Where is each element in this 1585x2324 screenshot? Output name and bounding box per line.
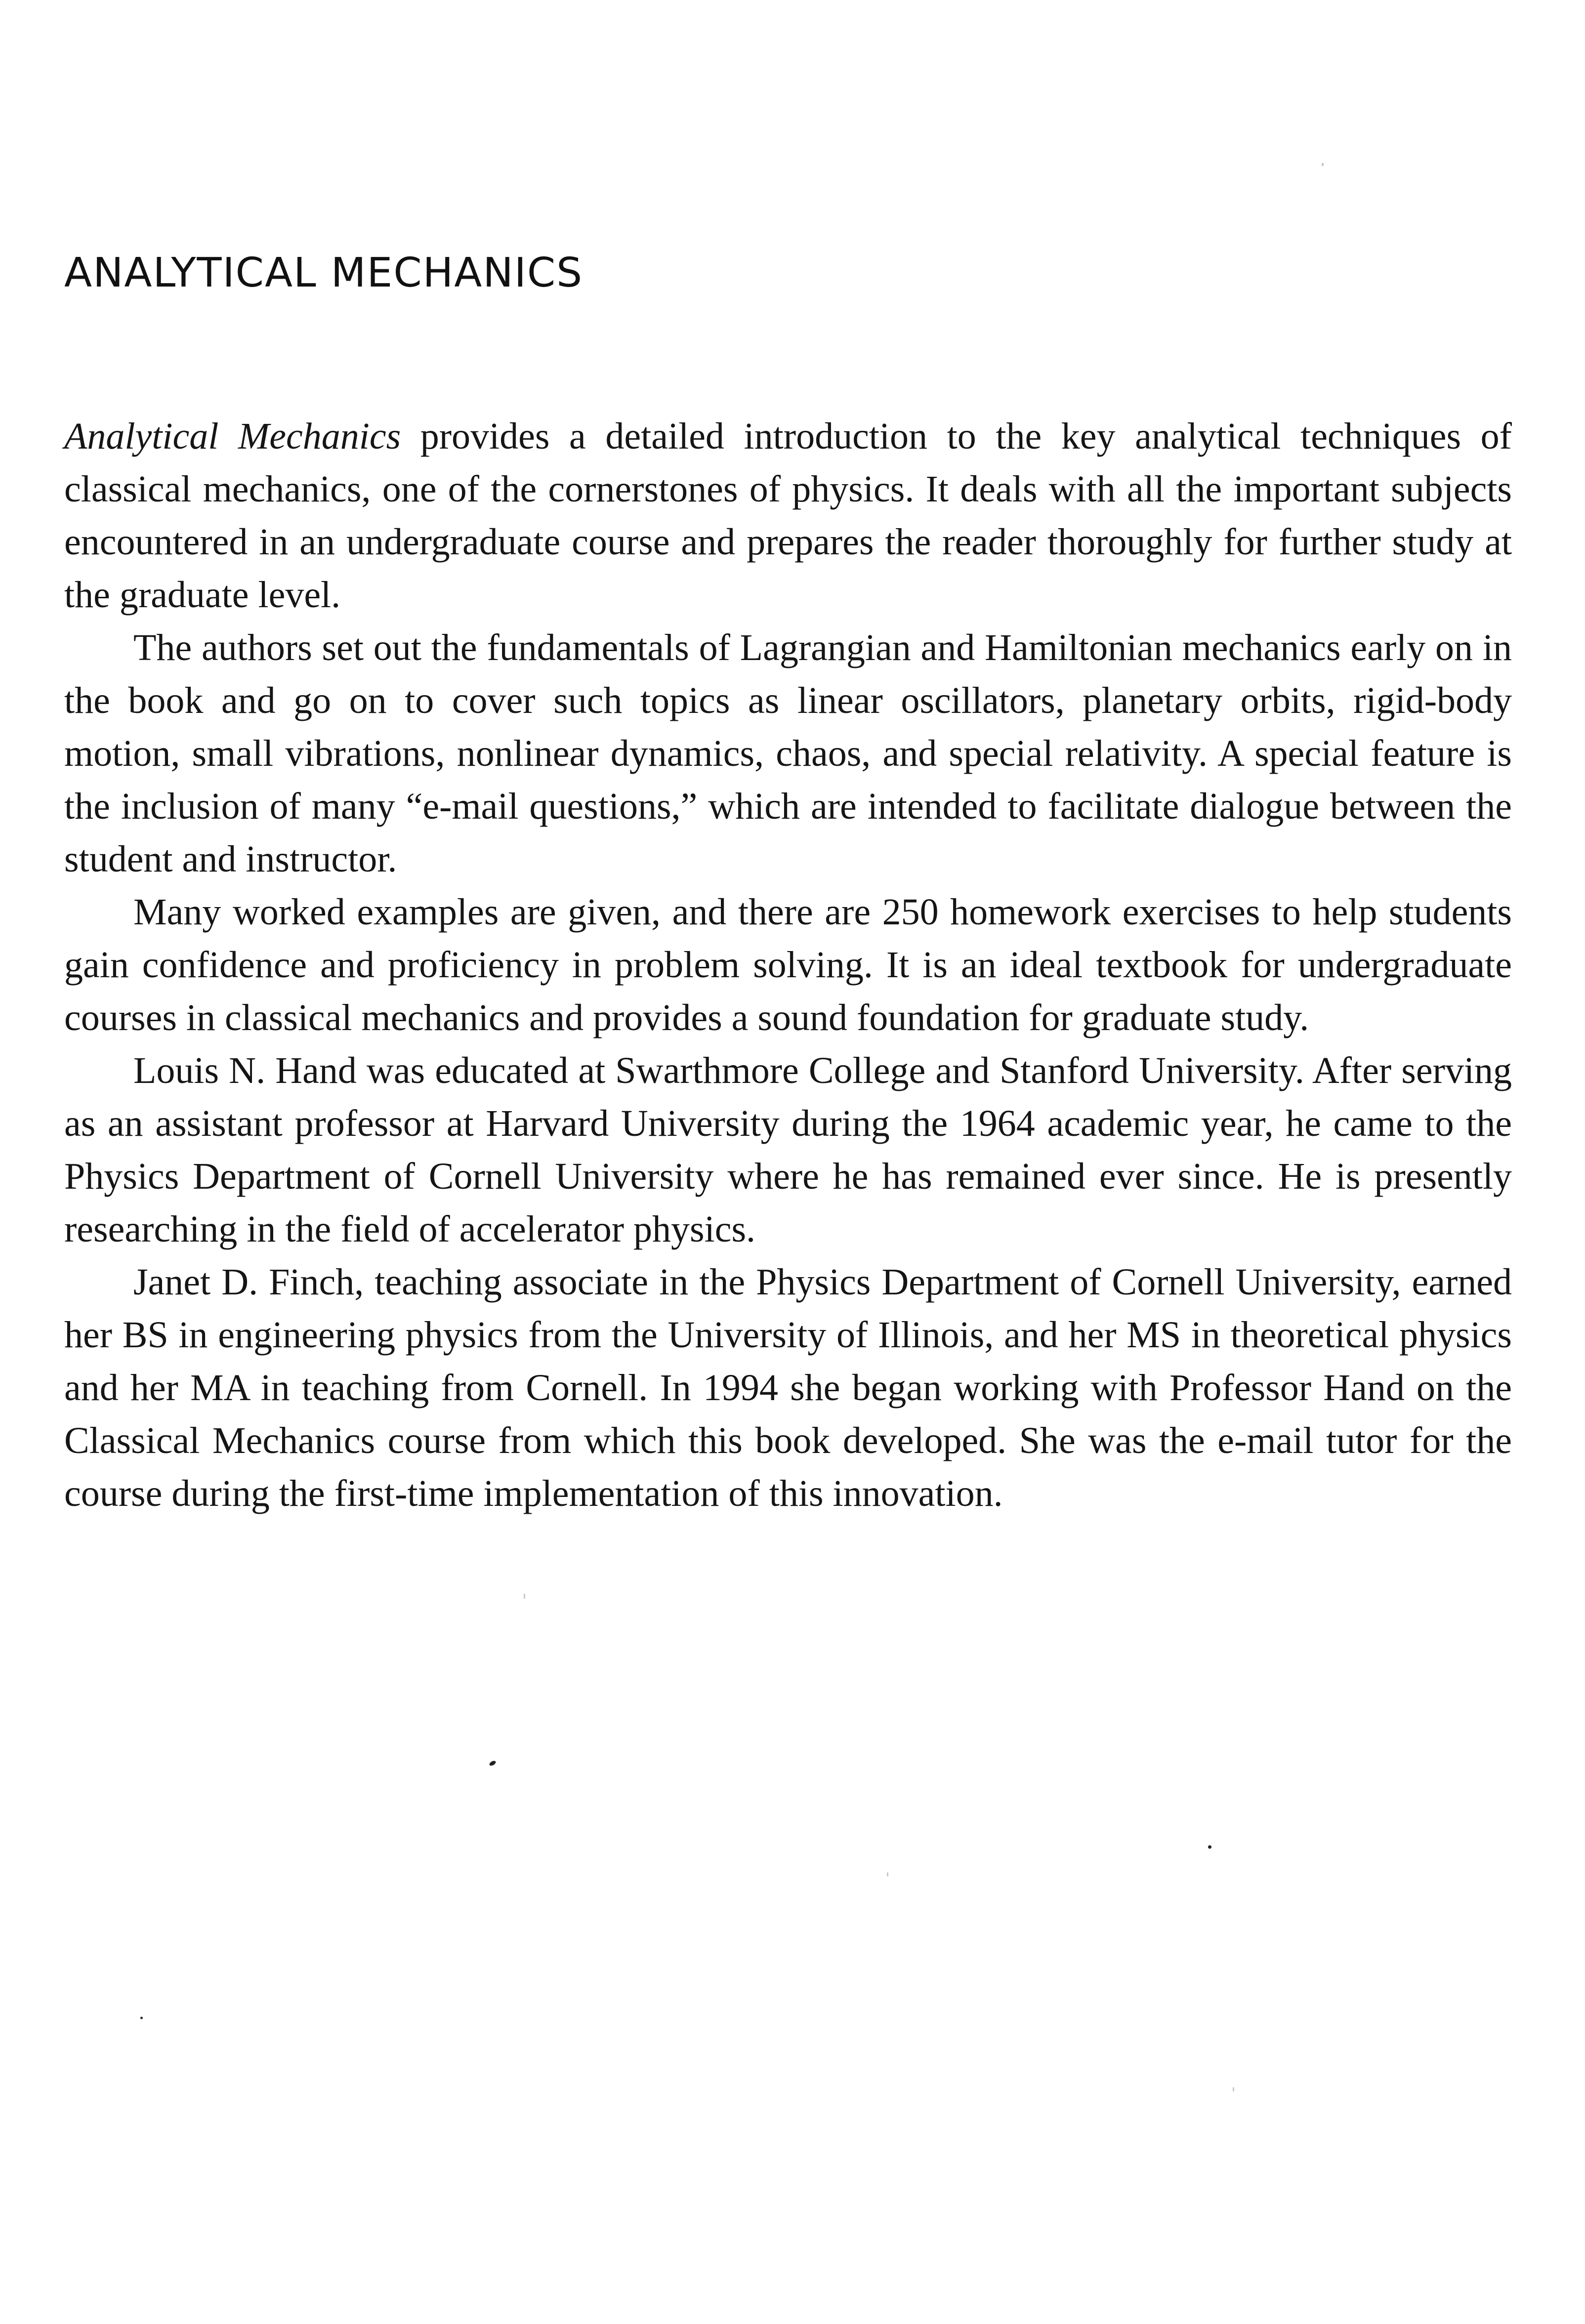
paragraph-topics: The authors set out the fundamentals of Lagrangian and Hamiltonian mechanics early on in the book and go on to cover such topics as linear oscillators, planetary orbits, rigid-body motion, small vibrations, nonlinear dynamics, chaos, and special relativity. A special feature is the inclusion of many “e-mail questions,” which are intended to facilitate dialogue between the student and instructor. xyxy=(64,627,1512,880)
scan-speck xyxy=(1208,1845,1211,1849)
body-text xyxy=(64,410,1512,1520)
paragraph-examples: Many worked examples are given, and there are 250 homework exercises to help students gain confidence and proficiency in problem solving. It is an ideal textbook for undergraduate courses in classical mechanics and provides a sound foundation for graduate study. xyxy=(64,891,1512,1038)
scan-mark xyxy=(1233,2087,1234,2091)
scan-speck xyxy=(140,2017,143,2019)
scan-mark xyxy=(1322,163,1324,166)
book-title-italic: Analytical Mechanics xyxy=(64,415,401,457)
scan-speck xyxy=(489,1760,497,1767)
scan-mark xyxy=(887,1872,888,1876)
paragraph-author-hand: Louis N. Hand was educated at Swarthmore College and Stanford University. After serving as an assistant professor at Harvard University during the 1964 academic year, he came to the Physics Department of Cornell University where he has remained ever since. He is presently researching in the field of accelerator physics. xyxy=(64,1050,1512,1250)
scan-mark xyxy=(524,1594,525,1599)
paragraph-intro-text: provides a detailed introduction to the key analytical techniques of classical mechanics, one of the cornerstones of physics. It deals with all the important subjects encountered in an undergraduate course and prepares the reader thoroughly for further study at the graduate level. xyxy=(64,415,1512,616)
paragraph-intro xyxy=(64,410,1512,622)
page-title: ANALYTICAL MECHANICS xyxy=(64,249,584,296)
paragraph-author-finch: Janet D. Finch, teaching associate in the Physics Department of Cornell University, earned her BS in engineering physics from the University of Illinois, and her MS in theoretical physics and her MA in teaching from Cornell. In 1994 she began working with Professor Hand on the Classical Mechanics course from which this book developed. She was the e-mail tutor for the course during the first-time implementation of this innovation. xyxy=(64,1261,1512,1514)
